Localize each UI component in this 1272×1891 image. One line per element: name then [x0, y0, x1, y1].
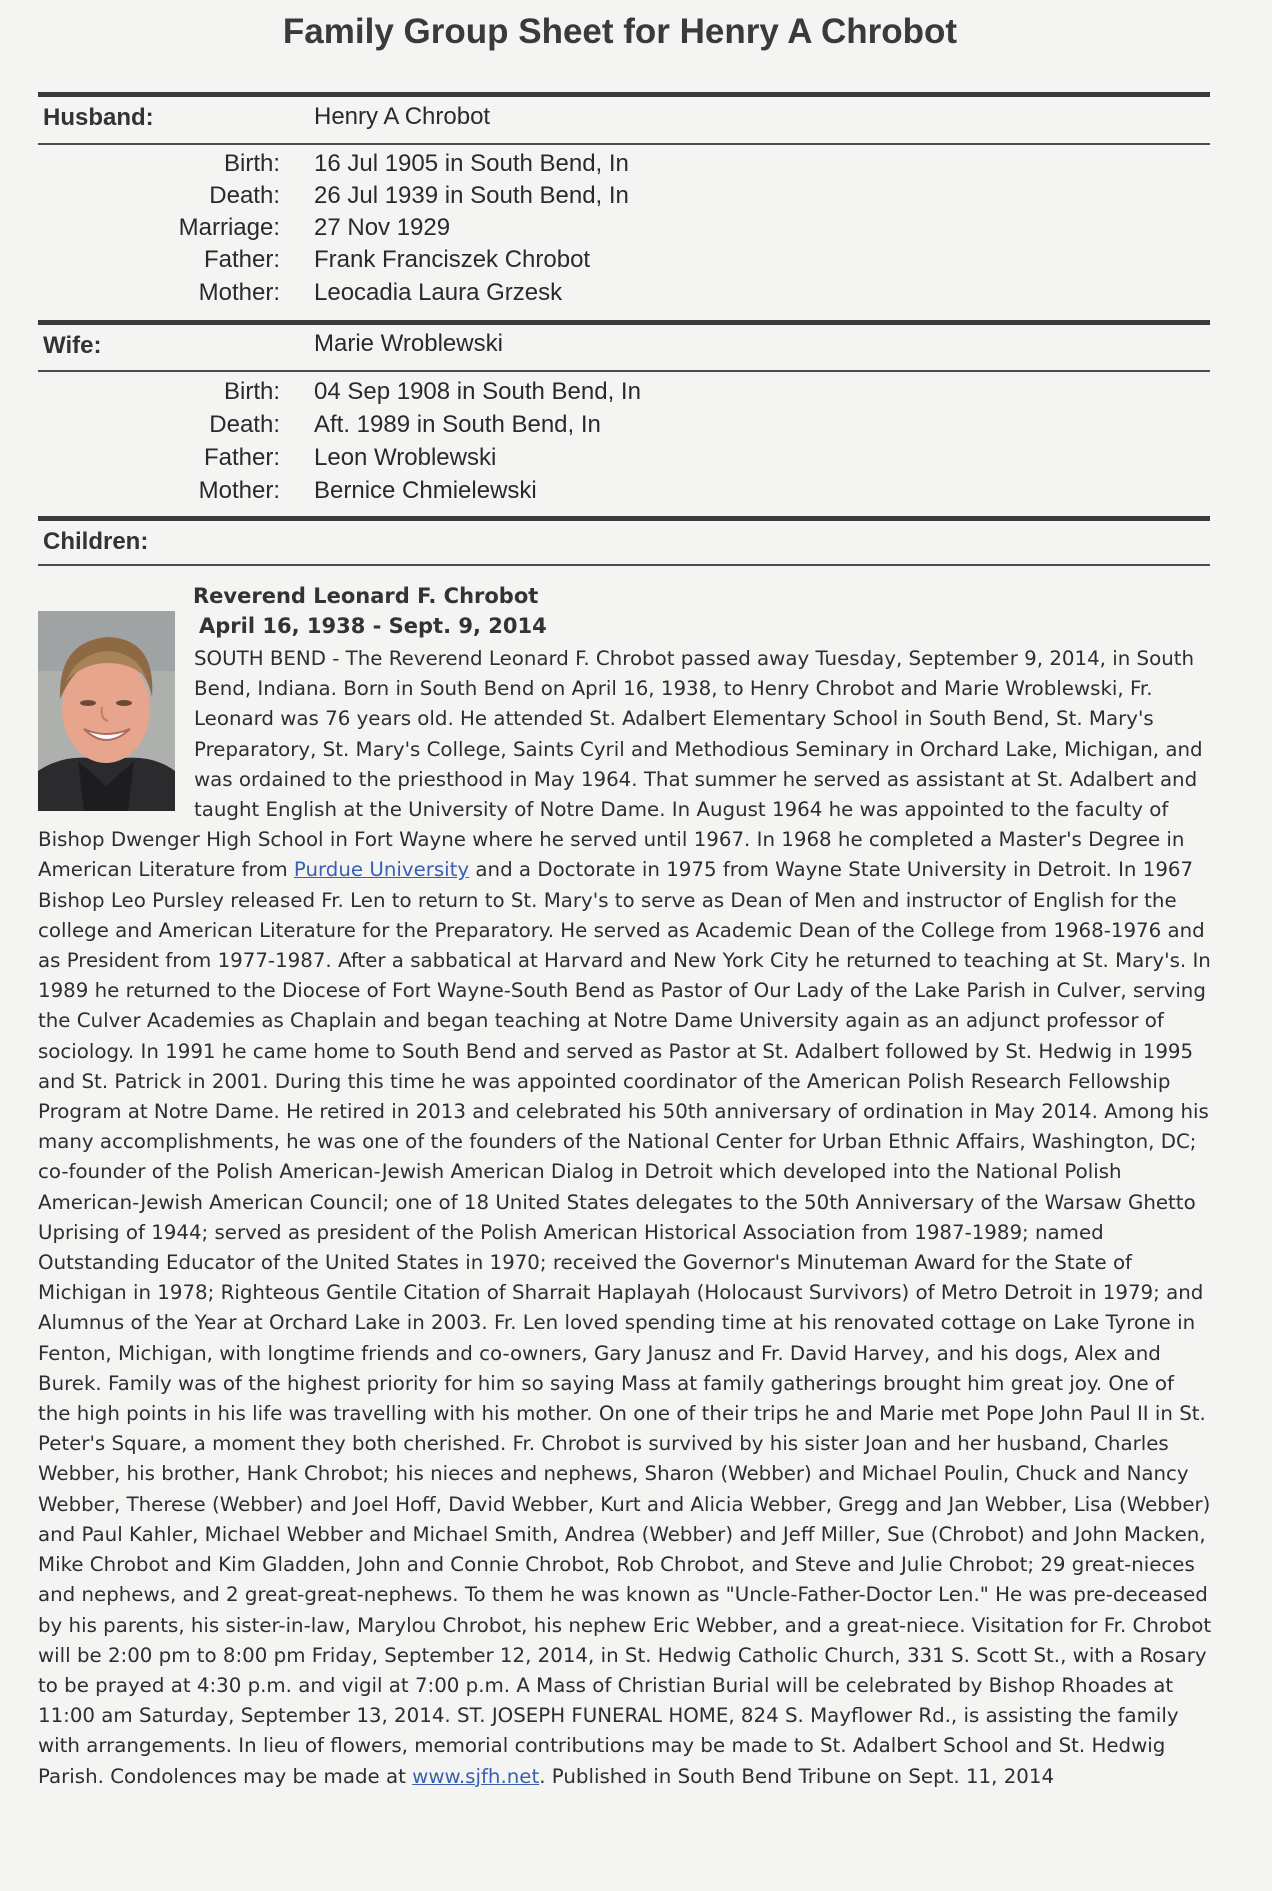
field-label: Marriage: [178, 214, 280, 241]
children-label: Children: [43, 528, 149, 555]
field-value: Aft. 1989 in South Bend, In [314, 411, 601, 438]
section-divider [38, 92, 1210, 97]
field-value: Leon Wroblewski [314, 444, 497, 471]
wife-name: Marie Wroblewski [314, 330, 503, 357]
sjfh-link[interactable]: www.sjfh.net [412, 1764, 540, 1788]
child-name: Reverend Leonard F. Chrobot [193, 584, 539, 608]
field-value: Leocadia Laura Grzesk [314, 279, 563, 306]
page-title: Family Group Sheet for Henry A Chrobot [282, 12, 958, 51]
obituary-part-3: . Published in South Bend Tribune on Sept. 11, 2014 [539, 1764, 1055, 1788]
field-label: Birth: [223, 150, 280, 177]
field-label: Birth: [223, 378, 280, 405]
section-divider [38, 370, 1210, 372]
field-value: 04 Sep 1908 in South Bend, In [314, 378, 641, 405]
obituary-text [38, 644, 1212, 1864]
husband-label: Husband: [43, 104, 154, 131]
field-label: Father: [203, 246, 280, 273]
child-dates: April 16, 1938 - Sept. 9, 2014 [199, 614, 547, 638]
section-divider [38, 564, 1210, 566]
field-value: 27 Nov 1929 [314, 214, 451, 241]
field-label: Death: [209, 182, 280, 209]
field-value: 16 Jul 1905 in South Bend, In [314, 150, 629, 177]
section-divider [38, 143, 1210, 145]
obituary-part-1: SOUTH BEND - The Reverend Leonard F. Chrobot passed away Tuesday, September 9, 2014, in South Bend, Indiana. Born in South Bend on April 16, 1938, to Henry Chrobot and Marie Wroblewski, Fr. Leonard was 76 years old. He attended St. Adalbert Elementary School in South Bend, St. Mary's Preparatory, St. Mary's College, Saints Cyril and Methodious Seminary in Orchard Lake, Michigan, and was ordained to the priesthood in May 1964. That summer he served as assistant at St. Adalbert and taught English at the University of Notre Dame. In August 1964 he was appointed to the faculty of Bishop Dwenger High School in Fort Wayne where he served until 1967. In 1968 he completed a Master's Degree in American Literature from [38, 647, 1203, 882]
field-label: Mother: [198, 477, 280, 504]
field-label: Mother: [198, 279, 280, 306]
field-label: Father: [203, 444, 280, 471]
field-value: 26 Jul 1939 in South Bend, In [314, 182, 629, 209]
section-divider [38, 516, 1210, 521]
field-value: Frank Franciszek Chrobot [314, 246, 591, 273]
section-divider [38, 320, 1210, 325]
husband-name: Henry A Chrobot [314, 103, 491, 130]
photo-spacer [38, 644, 194, 824]
field-value: Bernice Chmielewski [314, 477, 537, 504]
wife-label: Wife: [43, 332, 102, 359]
purdue-link[interactable]: Purdue University [293, 858, 470, 882]
obituary-part-2: and a Doctorate in 1975 from Wayne State University in Detroit. In 1967 Bishop Leo Pursley released Fr. Len to return to St. Mary's to serve as Dean of Men and instructor of English for the college and American Literature for the Preparatory. He served as Academic Dean of the College from 1968-1976 and as President from 1977-1987. After a sabbatical at Harvard and New York City he returned to teaching at St. Mary's. In 1989 he returned to the Diocese of Fort Wayne-South Bend as Pastor of Our Lady of the Lake Parish in Culver, serving the Culver Academies as Chaplain and began teaching at Notre Dame University again as an adjunct professor of sociology. In 1991 he came home to South Bend and served as Pastor at St. Adalbert followed by St. Hedwig in 1995 and St. Patrick in 2001. During this time he was appointed coordinator of the American Polish Research Fellowship Program at Notre Dame. He retired in 2013 and celebrated his 50th anniversary of ordination in May 2014. Among his many accomplishments, he was one of the founders of the National Center for Urban Ethnic Affairs, Washington, DC; co-founder of the Polish American-Jewish American Dialog in Detroit which developed into the National Polish American-Jewish American Council; one of 18 United States delegates to the 50th Anniversary of the Warsaw Ghetto Uprising of 1944; served as president of the Polish American Historical Association from 1987-1989; named Outstanding Educator of the United States in 1970; received the Governor's Minuteman Award for the State of Michigan in 1978; Righteous Gentile Citation of Sharrait Haplayah (Holocaust Survivors) of Metro Detroit in 1979; and Alumnus of the Year at Orchard Lake in 2003. Fr. Len loved spending time at his renovated cottage on Lake Tyrone in Fenton, Michigan, with longtime friends and co-owners, Gary Janusz and Fr. David Harvey, and his dogs, Alex and Burek. Family was of the highest priority for him so saying Mass at family gatherings brought him great joy. One of the high points in his life was travelling with his mother. On one of their trips he and Marie met Pope John Paul II in St. Peter's Square, a moment they both cherished. Fr. Chrobot is survived by his sister Joan and her husband, Charles Webber, his brother, Hank Chrobot; his nieces and nephews, Sharon (Webber) and Michael Poulin, Chuck and Nancy Webber, Therese (Webber) and Joel Hoff, David Webber, Kurt and Alicia Webber, Gregg and Jan Webber, Lisa (Webber) and Paul Kahler, Michael Webber and Michael Smith, Andrea (Webber) and Jeff Miller, Sue (Chrobot) and John Macken, Mike Chrobot and Kim Gladden, John and Connie Chrobot, Rob Chrobot, and Steve and Julie Chrobot; 29 great-nieces and nephews, and 2 great-great-nephews. To them he was known as "Uncle-Father-Doctor Len." He was pre-deceased by his parents, his sister-in-law, Marylou Chrobot, his nephew Eric Webber, and a great-niece. Visitation for Fr. Chrobot will be 2:00 pm to 8:00 pm Friday, September 12, 2014, in St. Hedwig Catholic Church, 331 S. Scott St., with a Rosary to be prayed at 4:30 p.m. and vigil at 7:00 p.m. A Mass of Christian Burial will be celebrated by Bishop Rhoades at 11:00 am Saturday, September 13, 2014. ST. JOSEPH FUNERAL HOME, 824 S. Mayflower Rd., is assisting the family with arrangements. In lieu of flowers, memorial contributions may be made to St. Adalbert School and St. Hedwig Parish. Condolences may be made at [38, 858, 1212, 1788]
field-label: Death: [209, 411, 280, 438]
